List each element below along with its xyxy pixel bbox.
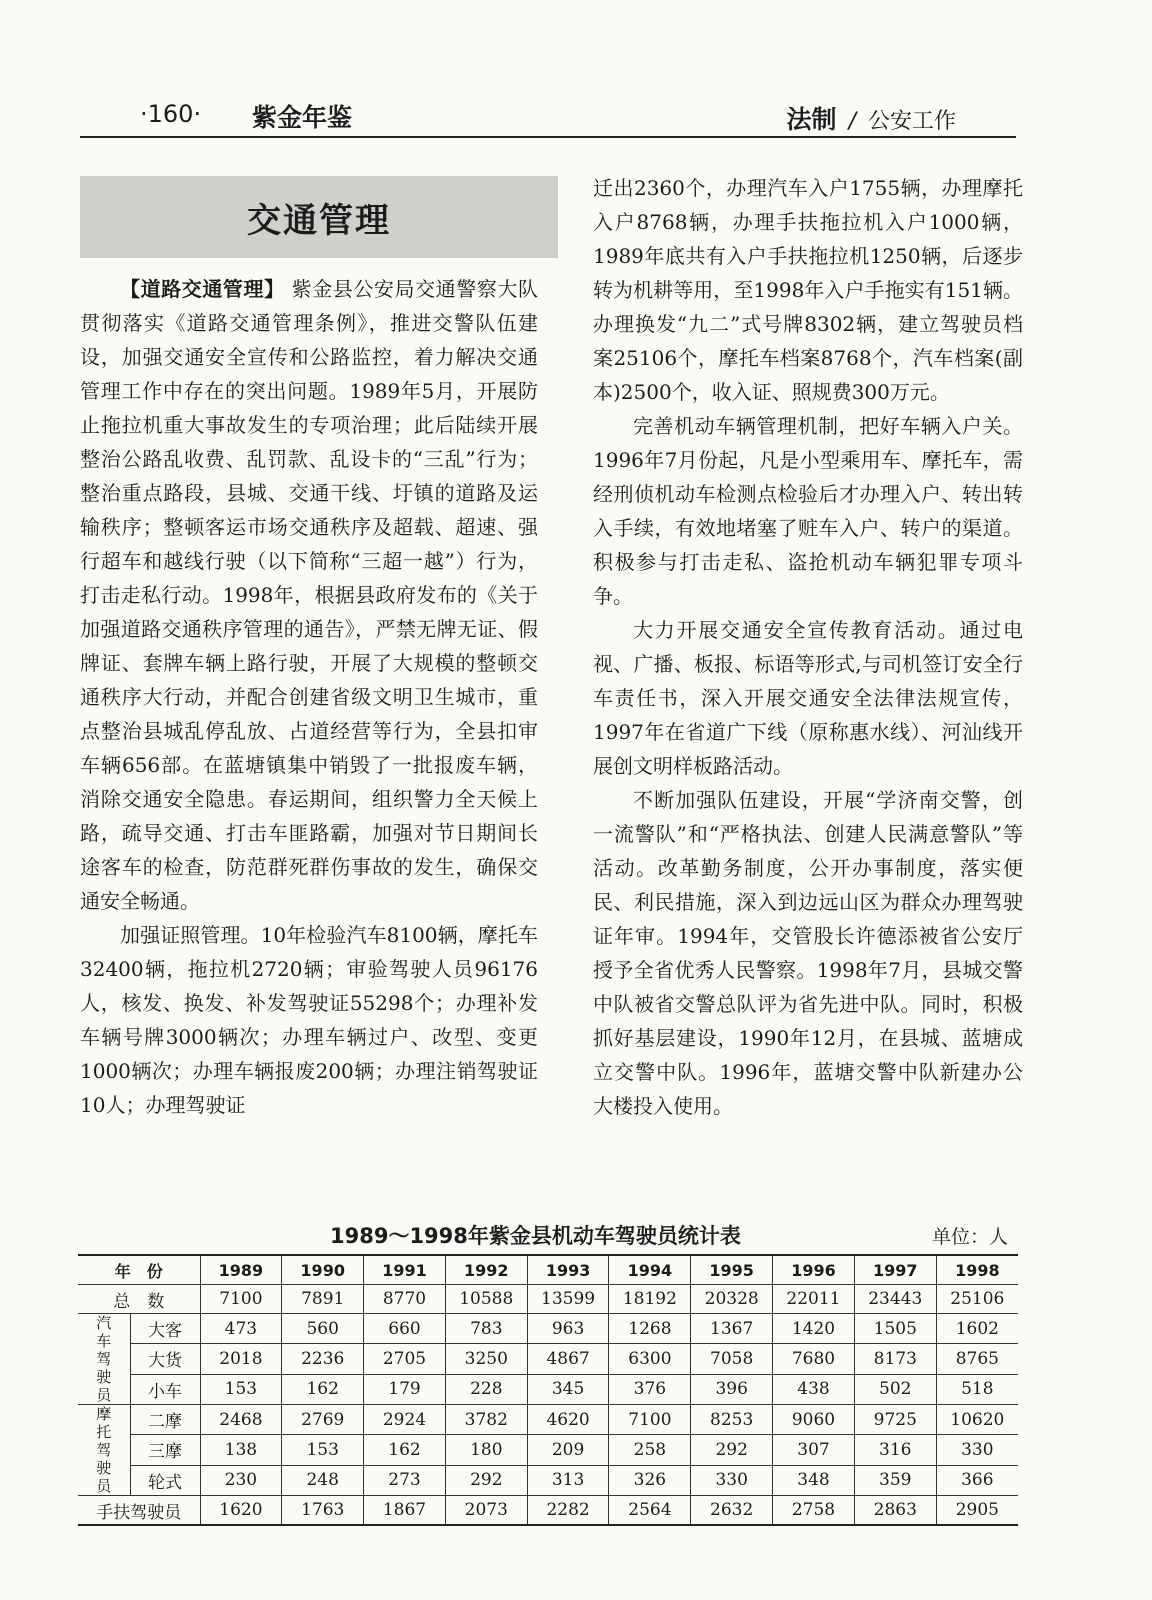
value-cell: 228 [445,1374,527,1404]
value-cell: 396 [691,1374,773,1404]
paragraph-continued: 迁出2360个，办理汽车入户1755辆，办理摩托入户8768辆，办理手扶拖拉机入户1000辆，1989年底共有入户手扶拖拉机1250辆，后逐步转为机耕等用，至1998年入户手拖实有151辆。办理换发“九二”式号牌8302辆，建立驾驶员档案25106个，摩托车档案8768个，汽车档案(副本)2500个，收入证、照规费300万元。 [593,176,1023,404]
tractor-label-cell: 手扶驾驶员 [78,1496,200,1526]
value-cell: 660 [364,1314,446,1344]
value-cell: 10620 [936,1405,1018,1435]
value-cell: 7058 [691,1344,773,1374]
value-cell: 1867 [364,1496,446,1526]
value-cell: 4620 [527,1405,609,1435]
value-cell: 8765 [936,1344,1018,1374]
value-cell: 3782 [445,1405,527,1435]
paragraph-road-traffic [80,272,538,918]
value-cell: 326 [609,1465,691,1495]
total-label-cell: 总 数 [78,1285,200,1314]
value-cell: 1268 [609,1314,691,1344]
value-cell: 2905 [936,1496,1018,1526]
value-cell: 1420 [773,1314,855,1344]
table-title: 1989～1998年紫金县机动车驾驶员统计表 [330,1224,741,1248]
value-cell: 1505 [854,1314,936,1344]
page-header [80,96,1016,138]
value-cell: 366 [936,1465,1018,1495]
value-cell: 10588 [445,1285,527,1314]
value-cell: 2282 [527,1496,609,1526]
value-cell: 438 [773,1374,855,1404]
paragraph-license: 加强证照管理。10年检验汽车8100辆，摩托车32400辆，拖拉机2720辆；审验驾驶人员96176人，核发、换发、补发驾驶证55298个；办理补发车辆号牌3000辆次；办理车辆过户、改型、变更1000辆次；办理车辆报废200辆；办理注销驾驶证10人；办理驾驶证 [80,923,538,1117]
value-cell: 560 [282,1314,364,1344]
group-char: 驾 [96,1441,112,1459]
group-char: 驶 [96,1459,112,1477]
paragraph-text: 紫金县公安局交通警察大队贯彻落实《道路交通管理条例》，推进交警队伍建设，加强交通安全宣传和公路监控，着力解决交通管理工作中存在的突出问题。1989年5月，开展防止拖拉机重大事故发生的专项治理；此后陆续开展整治公路乱收费、乱罚款、乱设卡的“三乱”行为；整治重点路段，县城、交通干线、圩镇的道路及运输秩序；整顿客运市场交通秩序及超载、超速、强行超车和越线行驶（以下简称“三超一越”）行为，打击走私行动。1998年，根据县政府发布的《关于加强道路交通秩序管理的通告》，严禁无牌无证、假牌证、套牌车辆上路行驶，开展了大规模的整顿交通秩序大行动，并配合创建省级文明卫生城市，重点整治县城乱停乱放、占道经营等行为，全县扣审车辆656部。在蓝塘镇集中销毁了一批报废车辆，消除交通安全隐患。春运期间，组织警力全天候上路，疏导交通、打击车匪路霸，加强对节日期间长途客车的检查，防范群死群伤事故的发生，确保交通安全畅通。 [80,277,539,913]
value-cell: 230 [200,1465,282,1495]
value-cell: 330 [936,1435,1018,1465]
value-cell: 9060 [773,1405,855,1435]
value-cell: 1602 [936,1314,1018,1344]
value-cell: 330 [691,1465,773,1495]
year-cell: 1997 [854,1255,936,1285]
value-cell: 8770 [364,1285,446,1314]
value-cell: 4867 [527,1344,609,1374]
value-cell: 138 [200,1435,282,1465]
value-cell: 2705 [364,1344,446,1374]
value-cell: 1620 [200,1496,282,1526]
row-label-cell: 二摩 [130,1405,200,1435]
value-cell: 162 [364,1435,446,1465]
value-cell: 18192 [609,1285,691,1314]
year-cell: 1992 [445,1255,527,1285]
paragraph-vehicle-mgmt: 完善机动车辆管理机制，把好车辆入户关。1996年7月份起，凡是小型乘用车、摩托车，需经刑侦机动车检测点检验后才办理入户、转出转入手续，有效地堵塞了赃车入户、转户的渠道。积极参与打击走私、盗抢机动车辆犯罪专项斗争。 [593,414,1023,608]
value-cell: 2863 [854,1496,936,1526]
table-unit: 单位：人 [931,1226,1008,1248]
value-cell: 2769 [282,1405,364,1435]
value-cell: 162 [282,1374,364,1404]
year-header-cell: 年 份 [78,1255,200,1285]
section-title: 交通管理 [80,176,558,258]
value-cell: 2632 [691,1496,773,1526]
year-cell: 1996 [773,1255,855,1285]
value-cell: 1367 [691,1314,773,1344]
group-char: 驶 [96,1368,112,1386]
value-cell: 22011 [773,1285,855,1314]
right-column [593,171,1023,1123]
year-cell: 1998 [936,1255,1018,1285]
value-cell: 292 [691,1435,773,1465]
group-char: 托 [96,1423,112,1441]
value-cell: 7100 [609,1405,691,1435]
year-cell: 1995 [691,1255,773,1285]
row-label-cell: 轮式 [130,1465,200,1495]
row-label-cell: 大货 [130,1344,200,1374]
group-char: 车 [96,1332,112,1350]
group-char: 驾 [96,1350,112,1368]
value-cell: 376 [609,1374,691,1404]
value-cell: 345 [527,1374,609,1404]
tractor-row [78,1496,1018,1526]
value-cell: 316 [854,1435,936,1465]
value-cell: 1763 [282,1496,364,1526]
moto-driver-row [78,1465,1018,1495]
value-cell: 307 [773,1435,855,1465]
year-cell: 1991 [364,1255,446,1285]
year-cell: 1993 [527,1255,609,1285]
paragraph-safety-education: 大力开展交通安全宣传教育活动。通过电视、广播、板报、标语等形式,与司机签订安全行车责任书，深入开展交通安全法律法规宣传，1997年在省道广下线（原称惠水线）、河汕线开展创文明样板路活动。 [593,618,1023,778]
book-title: 紫金年鉴 [252,103,353,132]
section-sub: 公安工作 [867,109,956,134]
section-path [787,100,956,136]
row-label-cell: 大客 [130,1314,200,1344]
value-cell: 23443 [854,1285,936,1314]
value-cell: 6300 [609,1344,691,1374]
value-cell: 153 [282,1435,364,1465]
row-label-cell: 小车 [130,1374,200,1404]
path-separator: / [848,109,856,134]
total-row [78,1285,1018,1314]
year-cell: 1989 [200,1255,282,1285]
value-cell: 209 [527,1435,609,1465]
value-cell: 2018 [200,1344,282,1374]
value-cell: 25106 [936,1285,1018,1314]
value-cell: 7680 [773,1344,855,1374]
moto-driver-group-label [78,1405,130,1496]
car-driver-group-label [78,1314,130,1405]
value-cell: 273 [364,1465,446,1495]
car-driver-row [78,1344,1018,1374]
value-cell: 313 [527,1465,609,1495]
value-cell: 248 [282,1465,364,1495]
year-cell: 1990 [282,1255,364,1285]
value-cell: 292 [445,1465,527,1495]
group-char: 员 [96,1386,112,1404]
value-cell: 348 [773,1465,855,1495]
value-cell: 2073 [445,1496,527,1526]
value-cell: 258 [609,1435,691,1465]
row-label-cell: 三摩 [130,1435,200,1465]
moto-driver-row [78,1405,1018,1435]
value-cell: 473 [200,1314,282,1344]
group-char: 摩 [96,1405,112,1423]
value-cell: 153 [200,1374,282,1404]
lead-heading: 【道路交通管理】 [120,277,285,301]
value-cell: 13599 [527,1285,609,1314]
value-cell: 8253 [691,1405,773,1435]
value-cell: 8173 [854,1344,936,1374]
value-cell: 3250 [445,1344,527,1374]
value-cell: 179 [364,1374,446,1404]
value-cell: 2236 [282,1344,364,1374]
value-cell: 9725 [854,1405,936,1435]
driver-stats-table [78,1254,1018,1526]
section-main: 法制 [786,105,837,134]
value-cell: 180 [445,1435,527,1465]
moto-driver-row [78,1435,1018,1465]
value-cell: 7100 [200,1285,282,1314]
value-cell: 2564 [609,1496,691,1526]
value-cell: 2758 [773,1496,855,1526]
car-driver-row [78,1314,1018,1344]
value-cell: 2924 [364,1405,446,1435]
value-cell: 518 [936,1374,1018,1404]
value-cell: 2468 [200,1405,282,1435]
table-caption [80,1220,1016,1252]
value-cell: 359 [854,1465,936,1495]
page-number: ·160· [140,100,202,128]
value-cell: 502 [854,1374,936,1404]
value-cell: 783 [445,1314,527,1344]
value-cell: 7891 [282,1285,364,1314]
value-cell: 963 [527,1314,609,1344]
left-column [80,272,538,1122]
car-driver-row [78,1374,1018,1404]
group-char: 汽 [96,1314,112,1332]
value-cell: 20328 [691,1285,773,1314]
group-char: 员 [96,1477,112,1495]
paragraph-team-building: 不断加强队伍建设，开展“学济南交警，创一流警队”和“严格执法、创建人民满意警队”等活动。改革勤务制度，公开办事制度，落实便民、利民措施，深入到边远山区为群众办理驾驶证年审。1994年，交管股长许德添被省公安厅授予全省优秀人民警察。1998年7月，县城交警中队被省交警总队评为省先进中队。同时，积极抓好基层建设，1990年12月，在县城、蓝塘成立交警中队。1996年，蓝塘交警中队新建办公大楼投入使用。 [593,788,1023,1118]
header-row [78,1255,1018,1285]
year-cell: 1994 [609,1255,691,1285]
